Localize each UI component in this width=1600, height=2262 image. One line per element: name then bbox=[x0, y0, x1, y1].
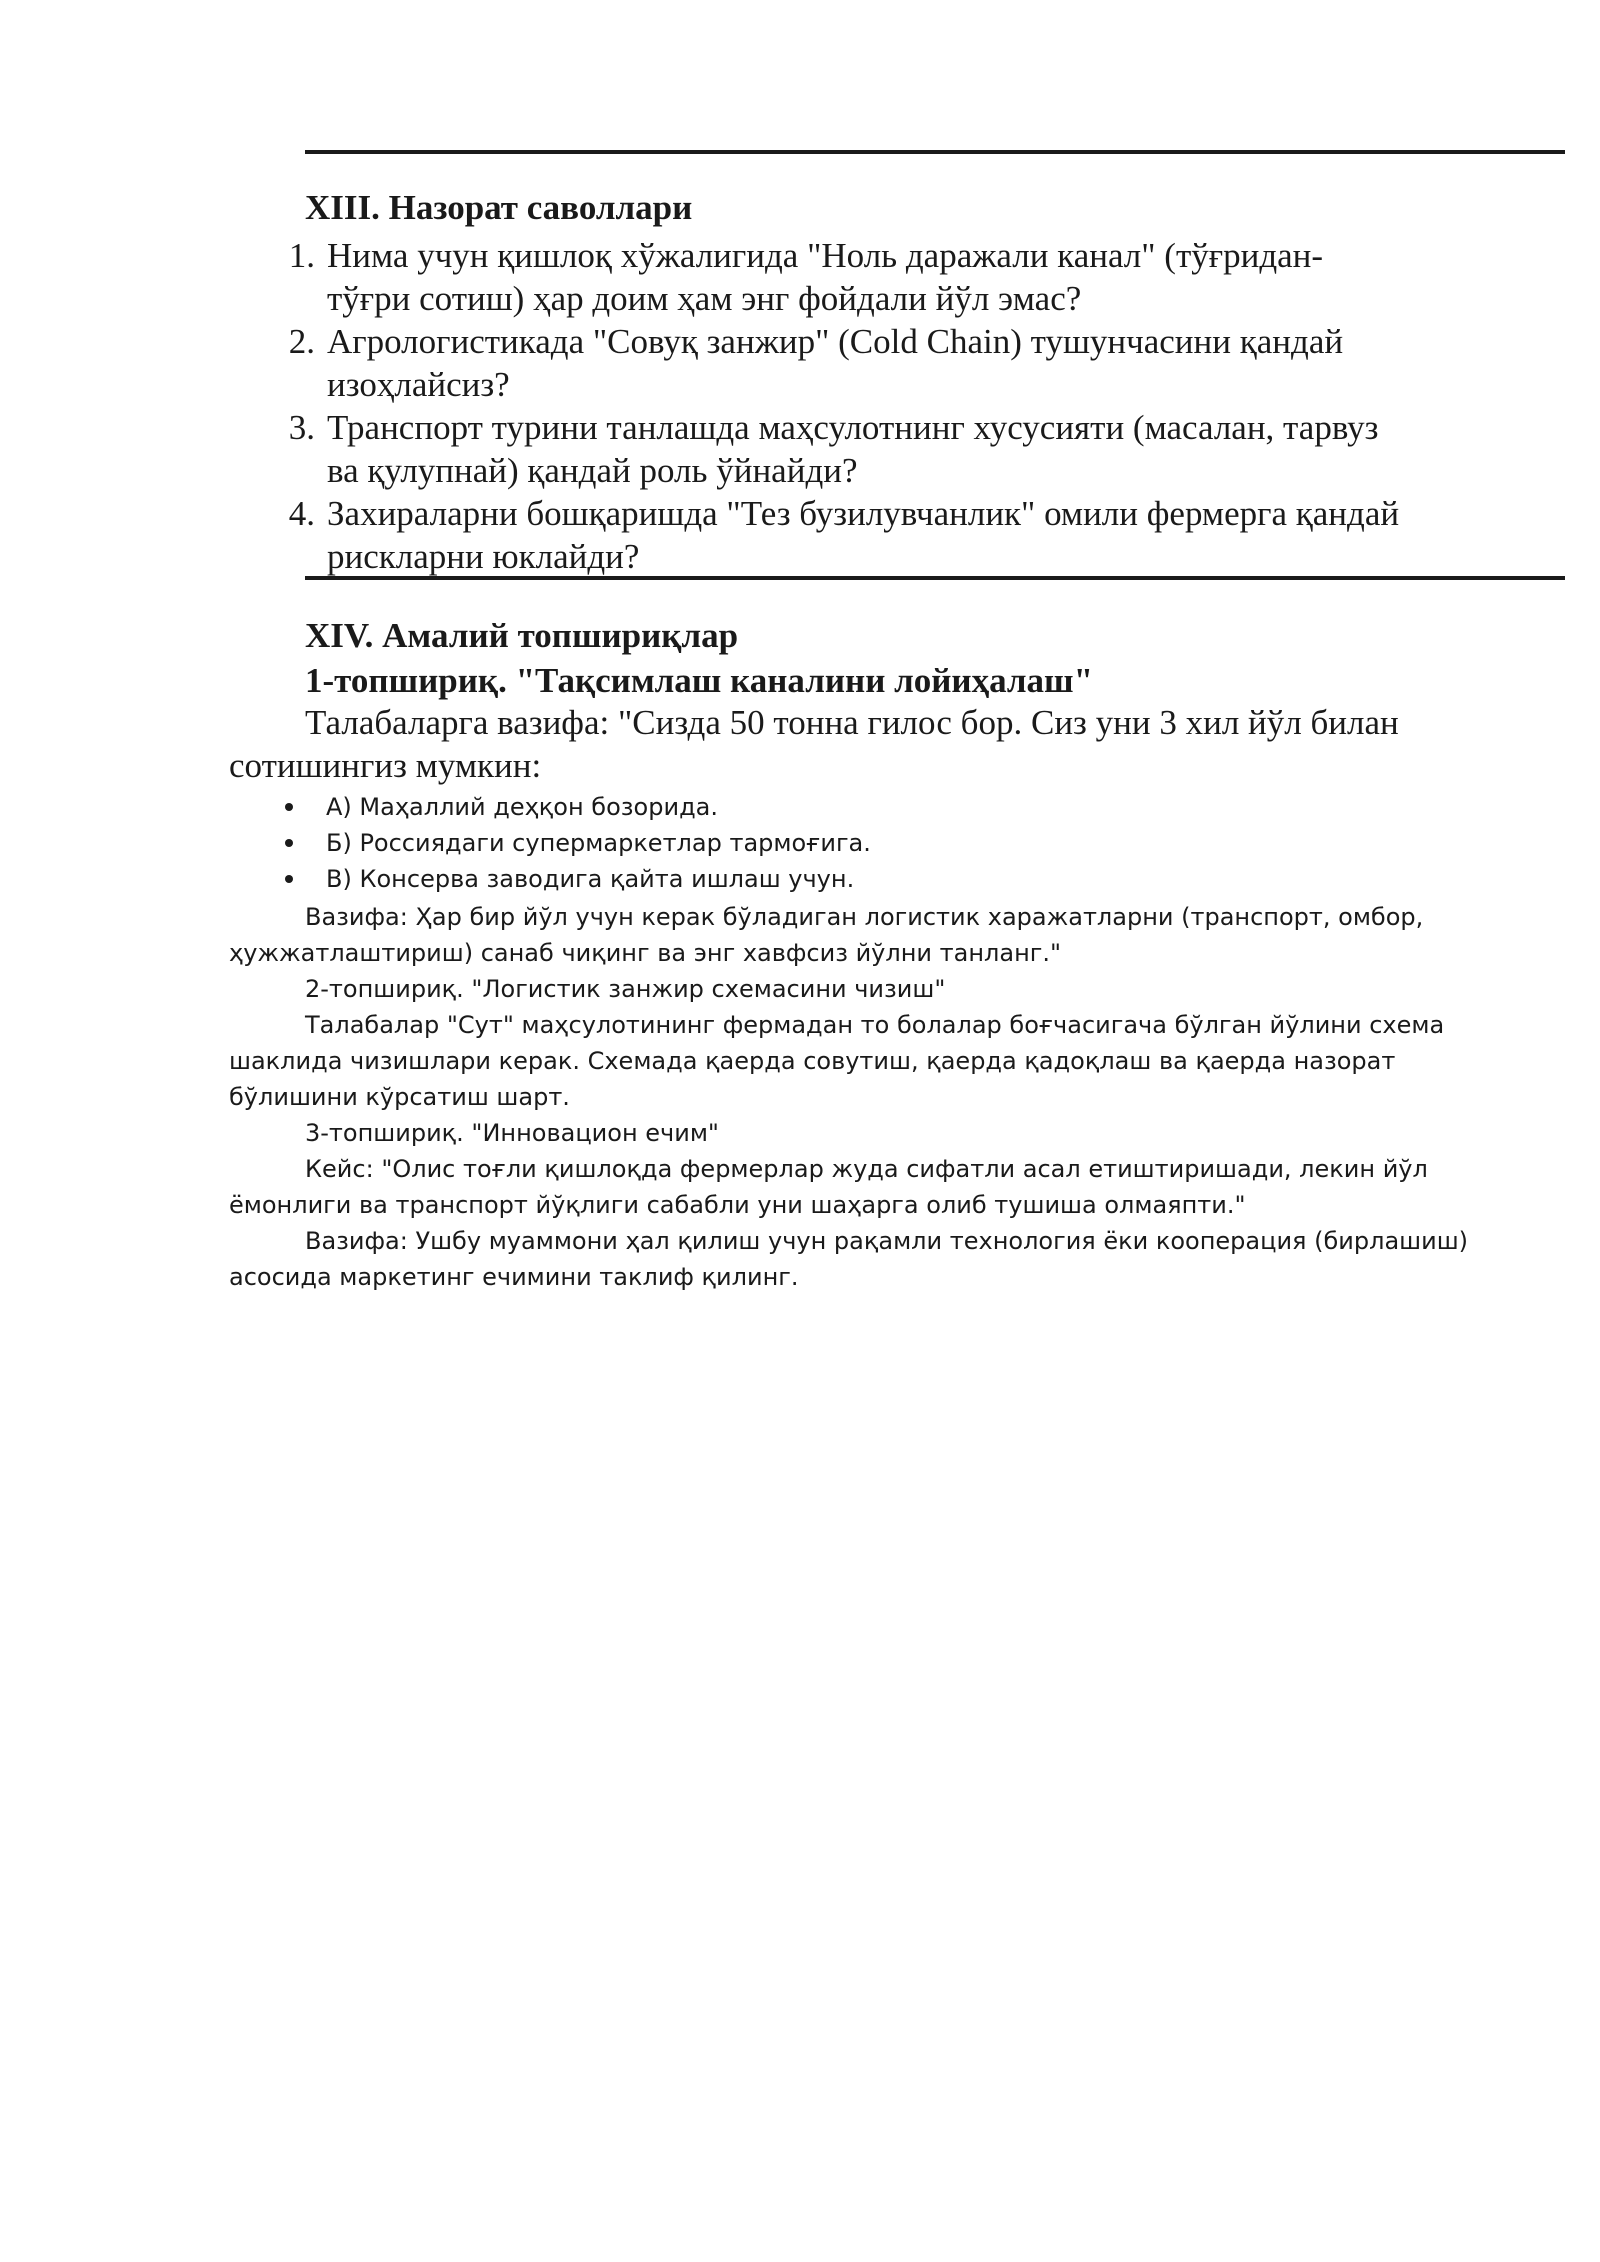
bullet-icon bbox=[285, 803, 293, 811]
question-line-1: Захираларни бошқаришда "Тез бузилувчанлик" омили фермерга қандай bbox=[327, 494, 1400, 533]
question-line-2: рискларни юклайди? bbox=[327, 537, 640, 576]
list-item-text: В) Консерва заводига қайта ишлаш учун. bbox=[326, 865, 855, 893]
question-number: 4. bbox=[288, 494, 315, 533]
question-3 bbox=[270, 406, 1500, 492]
bullet-icon bbox=[285, 875, 293, 883]
question-line-1: Транспорт турини танлашда маҳсулотнинг хусусияти (масалан, тарвуз bbox=[327, 408, 1379, 447]
task-3-assignment-line-2: асосида маркетинг ечимини таклиф қилинг. bbox=[229, 1263, 799, 1291]
question-line-2: тўғри сотиш) ҳар доим ҳам энг фойдали йўл эмас? bbox=[327, 279, 1082, 318]
list-item-text: А) Маҳаллий деҳқон бозорида. bbox=[326, 793, 718, 821]
task-1-assignment-line-2: ҳужжатлаштириш) санаб чиқинг ва энг хавфсиз йўлни танланг." bbox=[229, 939, 1062, 967]
section-14-heading: XIV. Амалий топшириқлар bbox=[305, 616, 739, 655]
task-1-intro-line-2: сотишингиз мумкин: bbox=[229, 746, 542, 785]
question-4 bbox=[270, 492, 1500, 578]
task-2-line-1: Талабалар "Сут" маҳсулотининг фермадан то болалар боғчасигача бўлган йўлини схема bbox=[305, 1011, 1445, 1039]
task-2-line-3: бўлишини кўрсатиш шарт. bbox=[229, 1083, 570, 1111]
question-line-2: изоҳлайсиз? bbox=[327, 365, 510, 404]
task-2-heading: 2-топшириқ. "Логистик занжир схемасини чизиш" bbox=[305, 975, 946, 1003]
top-divider bbox=[305, 150, 1565, 154]
task-3-case-line-2: ёмонлиги ва транспорт йўқлиги сабабли уни шаҳарга олиб тушиша олмаяпти." bbox=[229, 1191, 1246, 1219]
section-divider bbox=[305, 576, 1565, 580]
task-1-assignment-line-1: Вазифа: Ҳар бир йўл учун керак бўладиган логистик харажатларни (транспорт, омбор, bbox=[305, 903, 1424, 931]
task-1-heading: 1-топшириқ. "Тақсимлаш каналини лойиҳалаш" bbox=[305, 661, 1093, 700]
question-line-2: ва қулупнай) қандай роль ўйнайди? bbox=[327, 451, 858, 490]
question-number: 2. bbox=[288, 322, 315, 361]
bullet-icon bbox=[285, 839, 293, 847]
question-line-1: Агрологистикада "Совуқ занжир" (Cold Chain) тушунчасини қандай bbox=[327, 322, 1344, 361]
section-13-heading: XIII. Назорат саволлари bbox=[305, 188, 693, 227]
task-3-heading: 3-топшириқ. "Инновацион ечим" bbox=[305, 1119, 719, 1147]
task-3-assignment-line-1: Вазифа: Ушбу муаммони ҳал қилиш учун рақамли технология ёки кооперация (бирлашиш) bbox=[305, 1227, 1469, 1255]
task-3-case-line-1: Кейс: "Олис тоғли қишлоқда фермерлар жуда сифатли асал етиштиришади, лекин йўл bbox=[305, 1155, 1428, 1183]
question-number: 3. bbox=[288, 408, 315, 447]
question-number: 1. bbox=[288, 236, 315, 275]
task-1-intro-line-1: Талабаларга вазифа: "Сизда 50 тонна гилос бор. Сиз уни 3 хил йўл билан bbox=[305, 703, 1399, 742]
question-line-1: Нима учун қишлоқ хўжалигида "Ноль даражали канал" (тўғридан- bbox=[327, 236, 1324, 275]
question-1 bbox=[270, 234, 1500, 320]
question-2 bbox=[270, 320, 1500, 406]
task-2-line-2: шаклида чизишлари керак. Схемада қаерда совутиш, қаерда қадоқлаш ва қаерда назорат bbox=[229, 1047, 1396, 1075]
list-item-text: Б) Россиядаги супермаркетлар тармоғига. bbox=[326, 829, 871, 857]
